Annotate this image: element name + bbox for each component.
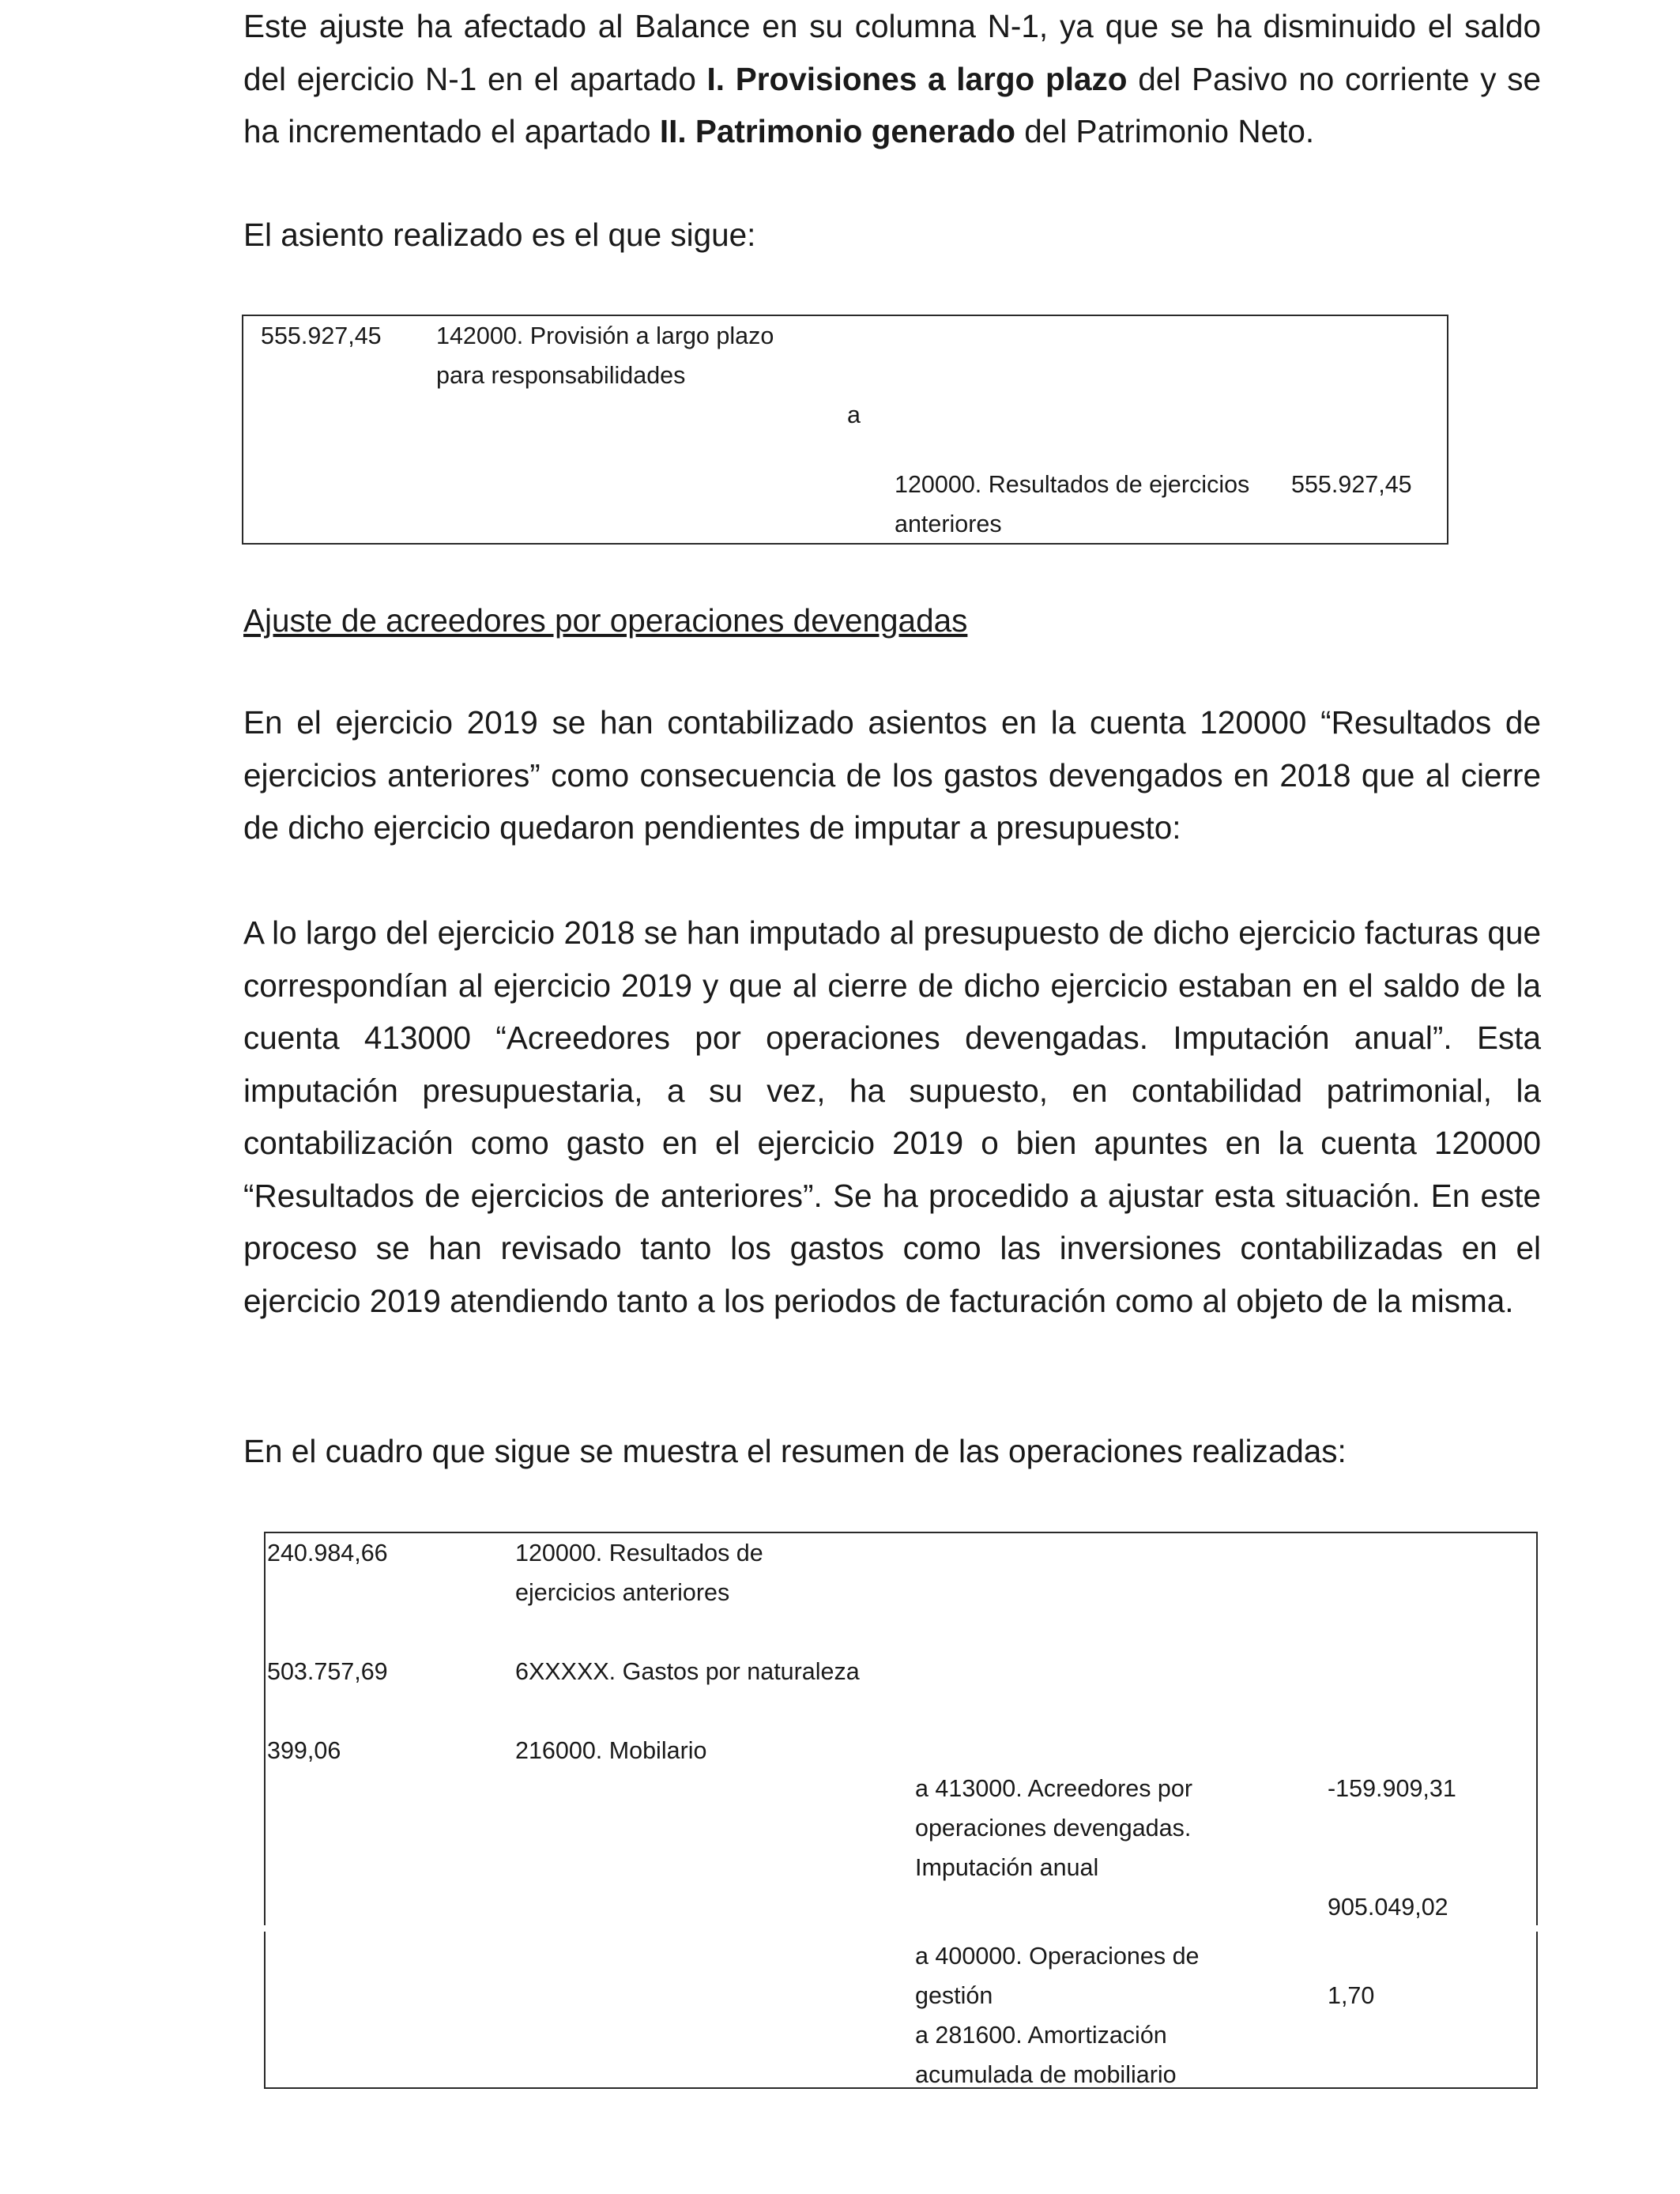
debit-amount: 240.984,66 [267, 1540, 388, 1566]
debit-amount: 555.927,45 [261, 322, 382, 349]
paragraph-text: Este ajuste ha afectado al Balance en su columna N-1, ya que se ha disminuido el saldo del ejercicio N-1 en el apartado [243, 8, 1541, 97]
credit-amount: -159.909,31 [1328, 1775, 1456, 1802]
credit-account: 120000. Resultados de ejercicios anteriores [895, 471, 1250, 537]
section-heading: Ajuste de acreedores por operaciones devengadas [243, 602, 968, 639]
border-gap [263, 1925, 266, 1932]
credit-amount: 555.927,45 [1291, 471, 1412, 498]
paragraph-text: del Pasivo no corriente y se ha incrementado el apartado [243, 60, 1541, 149]
credit-account: a 413000. Acreedores por operaciones devengadas. Imputación anual [915, 1775, 1193, 1881]
debit-account: 120000. Resultados de ejercicios anteriores [515, 1540, 763, 1606]
paragraph-summary-intro: En el cuadro que sigue se muestra el resumen de las operaciones realizadas: [243, 1433, 1347, 1469]
credit-account: a 400000. Operaciones de gestión [915, 1943, 1200, 2009]
debit-account: 6XXXXX. Gastos por naturaleza [515, 1658, 860, 1685]
bold-provisiones: I. Provisiones a largo plazo [706, 60, 1128, 97]
debit-amount: 503.757,69 [267, 1658, 388, 1685]
border-gap [1535, 1925, 1538, 1932]
debit-amount: 399,06 [267, 1737, 341, 1764]
paragraph-ejercicio-2018: A lo largo del ejercicio 2018 se han imputado al presupuesto de dicho ejercicio facturas que correspondían al ejercicio 2019 y que al cierre de dicho ejercicio estaban en el saldo de la cuenta 413000 “Acreedores por operaciones devengadas. Imputación anual”. Esta imputación presupuestaria, a su vez, ha supuesto, en contabilidad patrimonial, la contabilización como gasto en el ejercicio 2019 o bien apuntes en la cuenta 120000 “Resultados de ejercicios de anteriores”. Se ha procedido a ajustar esta situación. En este proceso se han revisado tanto los gastos como las inversiones contabilizadas en el ejercicio 2019 atendiendo tanto a los periodos de facturación como al objeto de la misma. [243, 914, 1541, 1319]
paragraph-balance-adjustment [243, 0, 1541, 158]
debit-account: 216000. Mobilario [515, 1737, 707, 1764]
journal-entry-box-2 [264, 1532, 1538, 2089]
credit-account: a 281600. Amortización acumulada de mobiliario [915, 2022, 1177, 2088]
journal-entry-box-1 [242, 315, 1448, 545]
connector-a: a [847, 401, 861, 428]
paragraph-ejercicio-2019: En el ejercicio 2019 se han contabilizado asientos en la cuenta 120000 “Resultados de ejercicios anteriores” como consecuencia de los gastos devengados en 2018 que al cierre de dicho ejercicio quedaron pendientes de imputar a presupuesto: [243, 704, 1541, 846]
credit-amount: 1,70 [1328, 1982, 1375, 2009]
bold-patrimonio: II. Patrimonio generado [659, 113, 1015, 149]
debit-account: 142000. Provisión a largo plazo para responsabilidades [436, 322, 774, 389]
paragraph-text: del Patrimonio Neto. [1015, 113, 1315, 149]
paragraph-entry-intro: El asiento realizado es el que sigue: [243, 217, 756, 253]
credit-amount: 905.049,02 [1328, 1894, 1448, 1921]
